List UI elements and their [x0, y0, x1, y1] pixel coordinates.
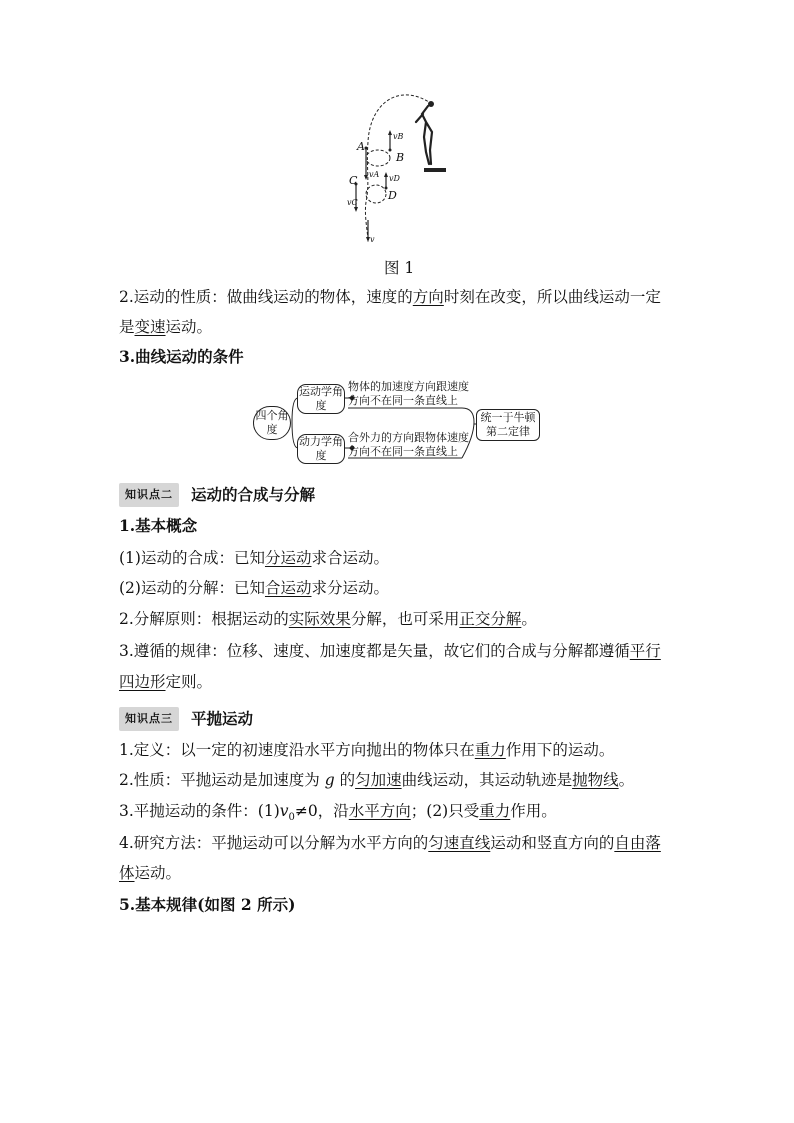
- method-line-1: 4.研究方法：平抛运动可以分解为水平方向的匀速直线运动和竖直方向的自由落: [119, 834, 661, 852]
- property-line: 2.性质：平抛运动是加速度为 g 的匀加速曲线运动，其运动轨迹是抛物线。: [119, 771, 635, 789]
- composition-line: (1)运动的合成：已知分运动求合运动。: [119, 549, 389, 567]
- nature-line-1: 2.运动的性质：做曲线运动的物体，速度的方向时刻在改变，所以曲线运动一定: [119, 288, 661, 306]
- rule-line-1: 3.遵循的规律：位移、速度、加速度都是矢量，故它们的合成与分解都遵循平行: [119, 642, 661, 660]
- principle-line: 2.分解原则：根据运动的实际效果分解，也可采用正交分解。: [119, 610, 537, 628]
- label-va: vA: [369, 170, 380, 179]
- knowledge-point-2-title: 运动的合成与分解: [191, 485, 316, 504]
- basic-concept-heading: 1.基本概念: [119, 516, 198, 535]
- label-v: v: [370, 235, 375, 244]
- kinematics-text-1: 物体的加速度方向跟速度: [348, 380, 469, 393]
- dynamics-text-2: 方向不在同一条直线上: [348, 445, 458, 458]
- kinematics-text-2: 方向不在同一条直线上: [348, 394, 458, 407]
- newton-second-law-node: 统一于牛顿第二定律: [476, 409, 540, 441]
- label-vc: vC: [347, 198, 358, 207]
- dynamics-node: 动力学角度: [299, 435, 343, 462]
- label-c: C: [349, 174, 358, 187]
- label-d: D: [388, 189, 397, 202]
- decomposition-line: (2)运动的分解：已知合运动求分运动。: [119, 579, 389, 597]
- label-b: B: [396, 151, 405, 164]
- figure-1-diver-trajectory: [330, 92, 460, 244]
- rule-line-2: 四边形定则。: [119, 673, 213, 691]
- knowledge-point-3-title: 平抛运动: [191, 709, 254, 728]
- label-vd: vD: [389, 174, 400, 183]
- conditions-line: 3.平抛运动的条件：$(1)v_0\ne 0$，沿水平方向；(2)只受重力作用。: [119, 802, 557, 824]
- figure-1-caption: 图 1: [384, 259, 415, 277]
- knowledge-point-2-header: [119, 483, 315, 507]
- label-vb: vB: [393, 132, 404, 141]
- label-a: A: [357, 140, 365, 153]
- dynamics-text-1: 合外力的方向跟物体速度: [348, 431, 469, 444]
- basic-law-heading: 5.基本规律(如图 2 所示): [119, 895, 296, 914]
- method-line-2: 体运动。: [119, 864, 182, 882]
- knowledge-point-3-badge: 知识点三: [119, 707, 179, 731]
- nature-line-2: 是变速运动。: [119, 318, 213, 336]
- four-angles-node: 四个角度: [253, 406, 291, 440]
- knowledge-point-3-header: [119, 707, 253, 731]
- condition-heading: 3.曲线运动的条件: [119, 347, 244, 366]
- kinematics-node: 运动学角度: [299, 385, 343, 412]
- knowledge-point-2-badge: 知识点二: [119, 483, 179, 507]
- definition-line: 1.定义：以一定的初速度沿水平方向抛出的物体只在重力作用下的运动。: [119, 741, 615, 759]
